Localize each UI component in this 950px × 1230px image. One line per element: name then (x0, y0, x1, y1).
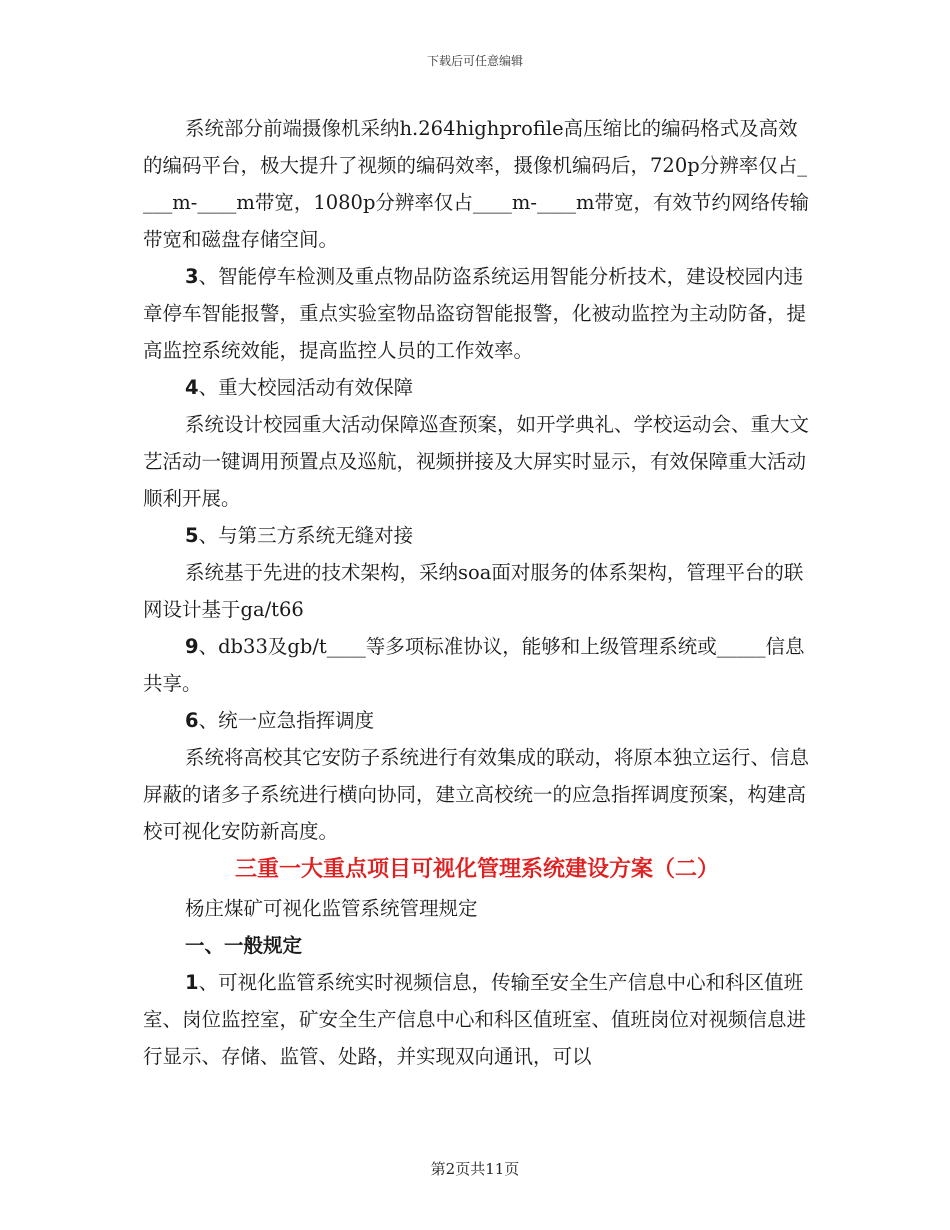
item-5-text: 、与第三方系统无缝对接 (198, 524, 414, 547)
item-5-number: 5 (185, 524, 199, 547)
paragraph-architecture: 系统基于先进的技术架构，采纳soa面对服务的体系架构，管理平台的联网设计基于ga/t66 (143, 561, 804, 621)
item-6-text: 、统一应急指挥调度 (198, 709, 375, 732)
general-rules-heading: 一、一般规定 (185, 934, 303, 957)
item-4-heading (143, 369, 811, 406)
item-4-text: 、重大校园活动有效保障 (198, 376, 414, 399)
item-5-heading (143, 517, 811, 554)
item-9-number: 9 (185, 635, 199, 658)
rule-1-number: 1 (185, 971, 199, 994)
item-3-text: 、智能停车检测及重点物品防盗系统运用智能分析技术，建设校园内违章停车智能报警，重点实验室物品盗窃智能报警，化被动监控为主动防备，提高监控系统效能，提高监控人员的工作效率。 (143, 265, 807, 362)
item-4-number: 4 (185, 376, 199, 399)
item-3-number: 3 (185, 265, 199, 288)
subtitle: 杨庄煤矿可视化监管系统管理规定 (185, 897, 478, 920)
item-9-text: 、db33及gb/t____等多项标准协议，能够和上级管理系统或_____信息共享。 (143, 635, 805, 695)
item-6-number: 6 (185, 709, 199, 732)
paragraph-encoding: 系统部分前端摄像机采纳h.264highprofile高压缩比的编码格式及高效的编码平台，极大提升了视频的编码效率，摄像机编码后，720p分辨率仅占____m-____m带宽，1080p分辨率仅占____m-____m带宽，有效节约网络传输带宽和磁盘存储空间。 (143, 117, 809, 251)
item-6-heading (143, 702, 811, 739)
rule-1-text: 、可视化监管系统实时视频信息，传输至安全生产信息中心和科区值班室、岗位监控室，矿安全生产信息中心和科区值班室、值班岗位对视频信息进行显示、存储、监管、处路，并实现双向通讯，可以 (143, 971, 807, 1068)
page-header: 下载后可任意编辑 (426, 54, 523, 68)
document-body (143, 110, 811, 1075)
section-title: 三重一大重点项目可视化管理系统建设方案（二） (234, 857, 719, 882)
item-3 (143, 258, 811, 369)
rule-1 (143, 964, 811, 1075)
page-footer: 第2页共11页 (430, 1160, 520, 1178)
paragraph-emergency: 系统将高校其它安防子系统进行有效集成的联动，将原本独立运行、信息屏蔽的诸多子系统进行横向协同，建立高校统一的应急指挥调度预案，构建高校可视化安防新高度。 (143, 746, 810, 843)
paragraph-activity: 系统设计校园重大活动保障巡查预案，如开学典礼、学校运动会、重大文艺活动一键调用预置点及巡航，视频拼接及大屏实时显示，有效保障重大活动顺利开展。 (143, 413, 810, 510)
item-9 (143, 628, 811, 702)
